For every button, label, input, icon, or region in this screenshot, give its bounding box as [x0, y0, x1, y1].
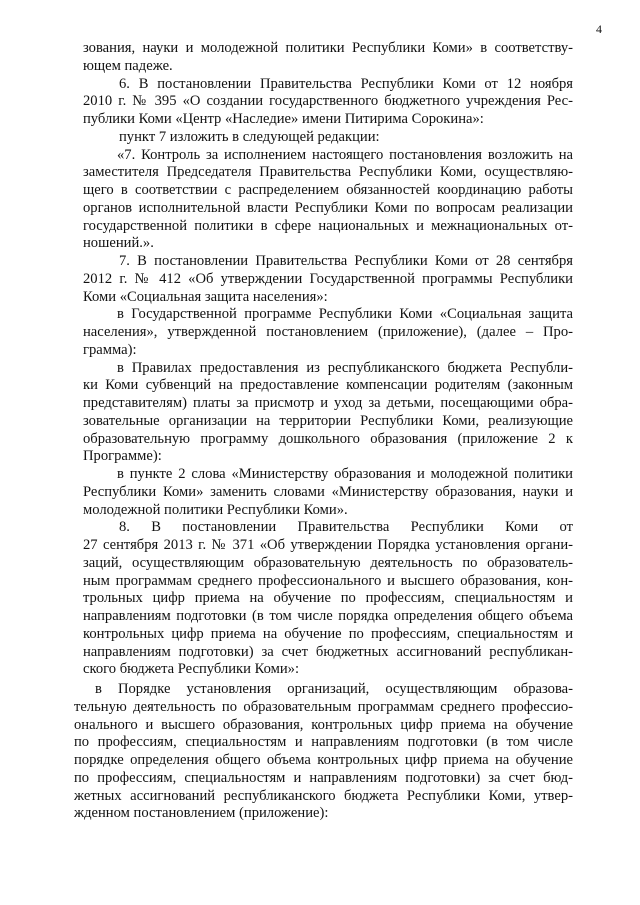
paragraph-item-7-rules: [83, 360, 573, 467]
text-line: ным программам среднего профессионального и высшего образования, кон-: [83, 572, 573, 589]
text-line: щего в соответствии с распределением обязанностей координацию работы: [83, 182, 573, 198]
paragraph-item-8-procedure: [74, 681, 573, 823]
paragraph-item-6-new-text: [83, 147, 573, 254]
text-line: 2012 г. № 412 «Об утверждении Государственной программы Республики: [83, 270, 573, 287]
text-line: органов исполнительной власти Республики Коми по вопросам реализации: [83, 199, 573, 216]
paragraph-item-8: [83, 519, 573, 679]
text-line: трольных цифр приема на обучение по профессиям, специальностям и: [83, 590, 573, 607]
text-line: жденном постановлением (приложение):: [74, 805, 329, 822]
paragraph-continuation: [83, 40, 573, 76]
text-line: зования, науки и молодежной политики Республики Коми» в соответству-: [83, 40, 573, 56]
text-line: молодежной политики Республики Коми».: [83, 501, 348, 518]
paragraph-item-7: [83, 253, 573, 306]
paragraph-item-7-program: [83, 306, 573, 359]
text-line: ки Коми субвенций на предоставление компенсации родителям (законным: [83, 377, 573, 394]
text-line: онального и высшего образования, контрольных цифр приема на обучение: [74, 716, 573, 733]
text-line: порядке определения общего объема контрольных цифр приема на обучение: [74, 752, 573, 768]
text-line: в Порядке установления организаций, осуществляющим образова-: [95, 681, 573, 697]
text-line: в Государственной программе Республики Коми «Социальная защита: [117, 306, 573, 323]
text-line: 6. В постановлении Правительства Республики Коми от 12 ноября: [119, 75, 573, 92]
paragraph-item-6: [83, 76, 573, 129]
text-line: ношений.».: [83, 235, 154, 252]
paragraph-item-7-point-2: [83, 466, 573, 519]
text-line: по профессиям, специальностям и направлениям подготовки) за счет бюд-: [74, 769, 573, 786]
text-line: контрольных цифр приема на обучение по профессиям, специальностям и: [83, 625, 573, 642]
text-line: Программе):: [83, 448, 162, 465]
text-line: «7. Контроль за исполнением настоящего постановления возложить на: [117, 146, 573, 163]
text-line: жетных ассигнований республиканского бюджета Республики Коми, утвер-: [74, 787, 573, 804]
text-line: зовательные организации на территории Республики Коми, реализующие: [83, 412, 573, 429]
text-line: государственной политики в сфере национальных и межнациональных от-: [83, 217, 573, 234]
text-line: представителям) платы за присмотр и уход за детьми, посещающими обра-: [83, 395, 573, 411]
text-line: грамма):: [83, 341, 137, 358]
text-line: Коми «Социальная защита населения»:: [83, 288, 328, 305]
text-line: 8. В постановлении Правительства Республики Коми от: [119, 519, 573, 536]
text-line: 7. В постановлении Правительства Республики Коми от 28 сентября: [119, 253, 573, 269]
text-line: тельную деятельность по образовательным программам среднего профессио-: [74, 698, 573, 715]
document-body: [74, 40, 573, 823]
text-line: населения», утвержденной постановлением (приложение), (далее – Про-: [83, 324, 573, 340]
text-line: заций, осуществляющим образовательную деятельность по образователь-: [83, 554, 573, 571]
text-line: заместителя Председателя Правительства Республики Коми, осуществляю-: [83, 164, 573, 181]
text-line: ского бюджета Республики Коми»:: [83, 661, 300, 678]
text-line: публики Коми «Центр «Наследие» имени Питирима Сорокина»:: [83, 111, 484, 127]
text-line: 27 сентября 2013 г. № 371 «Об утверждении Порядка установления органи-: [83, 537, 573, 553]
text-line: 2010 г. № 395 «О создании государственного бюджетного учреждения Рес-: [83, 93, 573, 110]
text-line: в Правилах предоставления из республиканского бюджета Республи-: [117, 359, 573, 376]
text-line: Республики Коми» заменить словами «Министерству образования, науки и: [83, 483, 573, 500]
text-line: в пункте 2 слова «Министерству образования и молодежной политики: [117, 466, 573, 482]
text-line: ющем падеже.: [83, 57, 173, 74]
text-line: образовательную программу дошкольного образования (приложение 2 к: [83, 430, 573, 447]
page-number: 4: [596, 22, 602, 36]
text-line: направлениям подготовки) за счет бюджетных ассигнований республикан-: [83, 643, 573, 660]
paragraph-item-6-point-7: [83, 129, 573, 147]
text-line: направлениям подготовки (в том числе порядка определения общего объема: [83, 608, 573, 624]
text-line: по профессиям, специальностям и направлениям подготовки (в том числе: [74, 734, 573, 751]
text-line: пункт 7 изложить в следующей редакции:: [119, 128, 380, 145]
